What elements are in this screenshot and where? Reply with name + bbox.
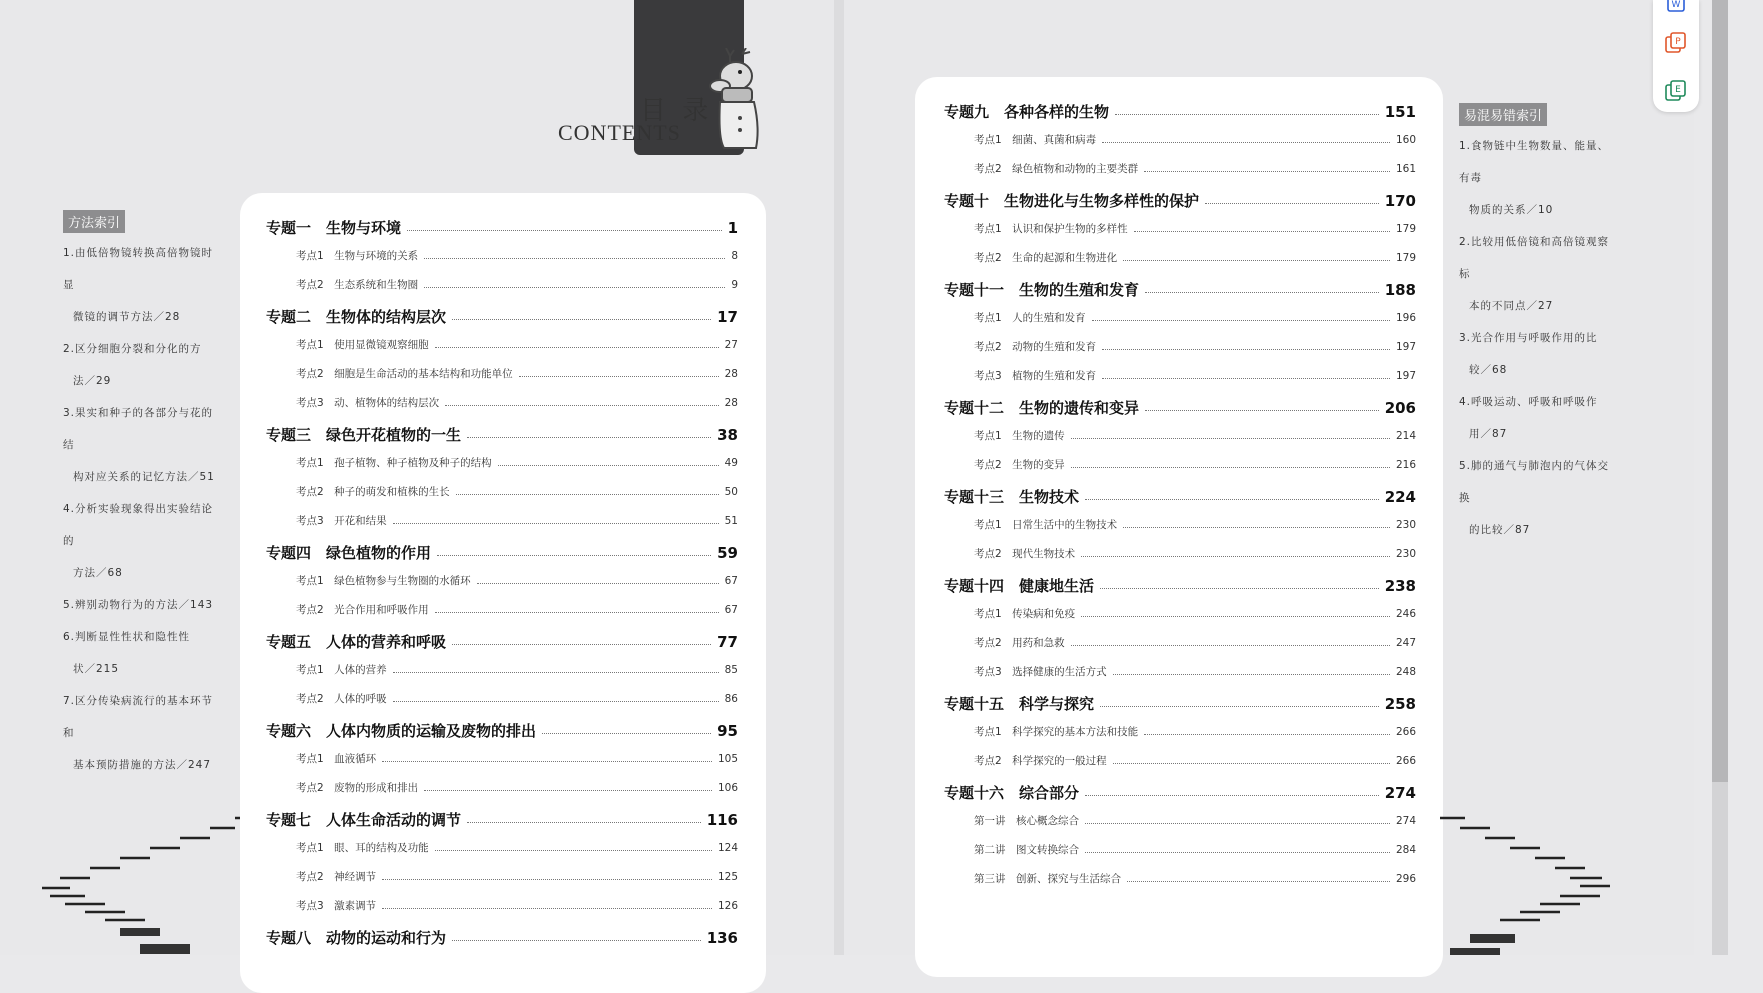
toc-dot-leader (382, 879, 712, 880)
toc-subtopic-row[interactable] (974, 457, 1416, 472)
toc-dot-leader (435, 347, 719, 348)
toc-page-number: 224 (1384, 487, 1416, 506)
toc-page-number: 296 (1395, 872, 1416, 885)
toc-topic-row[interactable] (944, 486, 1416, 507)
toc-dot-leader (1085, 852, 1390, 853)
index-item: 较／68 (1469, 364, 1508, 376)
index-item: 用／87 (1469, 428, 1508, 440)
index-item: 的比较／87 (1469, 524, 1531, 536)
toc-dot-leader (1085, 823, 1390, 824)
toc-page-number: 116 (706, 810, 738, 829)
toc-entry-title: 考点1 绿色植物参与生物圈的水循环 (296, 575, 471, 587)
toc-dot-leader (424, 790, 712, 791)
svg-text:E: E (1675, 85, 1681, 95)
toc-dot-leader (382, 908, 712, 909)
toc-page-number: 206 (1384, 398, 1416, 417)
toc-topic-row[interactable] (266, 631, 738, 652)
toc-entry-title: 考点3 植物的生殖和发育 (974, 370, 1097, 382)
toc-entry-title: 考点1 科学探究的基本方法和技能 (974, 726, 1139, 738)
toc-dot-leader (1115, 114, 1379, 115)
toc-entry-title: 考点1 血液循环 (296, 753, 377, 765)
toc-topic-row[interactable] (266, 424, 738, 445)
toc-entry-title: 考点3 选择健康的生活方式 (974, 666, 1107, 678)
index-item: 4.呼吸运动、呼吸和呼吸作 (1459, 396, 1598, 408)
toc-entry-title: 考点2 现代生物技术 (974, 548, 1076, 560)
toc-dot-leader (1144, 171, 1390, 172)
toc-dot-leader (1102, 142, 1390, 143)
toc-dot-leader (1092, 320, 1390, 321)
toc-subtopic-row[interactable] (974, 546, 1416, 561)
index-item: 2.区分细胞分裂和分化的方 (63, 343, 202, 355)
index-item: 2.比较用低倍镜和高倍镜观察标 (1459, 236, 1610, 280)
toc-page-number: 59 (717, 543, 738, 562)
svg-text:P: P (1675, 37, 1681, 47)
toc-entry-title: 专题十 生物进化与生物多样性的保护 (944, 192, 1200, 210)
toc-subtopic-row[interactable] (974, 753, 1416, 768)
toc-entry-title: 考点2 光合作用和呼吸作用 (296, 604, 429, 616)
toc-dot-leader (542, 733, 711, 734)
toc-entry-title: 考点1 眼、耳的结构及功能 (296, 842, 429, 854)
toc-dot-leader (519, 376, 719, 377)
toc-topic-row[interactable] (944, 693, 1416, 714)
toc-subtopic-row[interactable] (974, 339, 1416, 354)
toc-dot-leader (382, 761, 712, 762)
ppt-export-icon[interactable] (1665, 32, 1687, 54)
method-index-title: 方法索引 (63, 210, 125, 233)
toc-dot-leader (452, 940, 701, 941)
toc-entry-title: 考点1 孢子植物、种子植物及种子的结构 (296, 457, 492, 469)
toc-page-number: 230 (1395, 547, 1416, 560)
toc-page-number: 38 (717, 425, 738, 444)
toc-topic-row[interactable] (944, 101, 1416, 122)
toc-subtopic-row[interactable] (296, 898, 738, 913)
toc-subtopic-row[interactable] (296, 366, 738, 381)
toc-entry-title: 专题五 人体的营养和呼吸 (266, 633, 447, 651)
toc-dot-leader (1071, 438, 1390, 439)
toc-dot-leader (1145, 410, 1379, 411)
toc-entry-title: 专题九 各种各样的生物 (944, 103, 1110, 121)
confusion-index-title: 易混易错索引 (1459, 103, 1547, 126)
toc-page-number: 266 (1395, 754, 1416, 767)
toc-dot-leader (424, 287, 725, 288)
toc-page-number: 214 (1395, 429, 1416, 442)
toc-page-number: 126 (717, 899, 738, 912)
excel-export-icon[interactable] (1665, 80, 1687, 102)
toc-page-number: 161 (1395, 162, 1416, 175)
toc-dot-leader (1100, 588, 1379, 589)
index-item: 方法／68 (73, 567, 123, 579)
contents-title-cn: 目 录 (640, 96, 713, 126)
toc-entry-title: 第二讲 图文转换综合 (974, 844, 1079, 856)
toc-dot-leader (1100, 706, 1379, 707)
toc-entry-title: 考点2 生命的起源和生物进化 (974, 252, 1118, 264)
toc-dot-leader (1127, 881, 1390, 882)
toc-page-number: 125 (717, 870, 738, 883)
toc-page-number: 230 (1395, 518, 1416, 531)
toc-dot-leader (393, 523, 719, 524)
toc-subtopic-row[interactable] (974, 842, 1416, 857)
toc-entry-title: 考点2 生态系统和生物圈 (296, 279, 419, 291)
toc-page-number: 1 (727, 218, 738, 237)
toc-page-number: 247 (1395, 636, 1416, 649)
toc-subtopic-row[interactable] (974, 310, 1416, 325)
deer-mascot-icon (700, 48, 775, 158)
toc-page-number: 49 (724, 456, 738, 469)
export-toolbar (1653, 0, 1699, 112)
toc-page-number: 179 (1395, 251, 1416, 264)
toc-dot-leader (435, 850, 712, 851)
toc-dot-leader (1102, 378, 1390, 379)
toc-entry-title: 考点1 人体的营养 (296, 664, 387, 676)
toc-entry-title: 考点3 动、植物体的结构层次 (296, 397, 440, 409)
toc-page-number: 284 (1395, 843, 1416, 856)
index-item: 5.肺的通气与肺泡内的气体交换 (1459, 460, 1610, 504)
page-gutter (834, 0, 844, 955)
toc-entry-title: 考点1 生物与环境的关系 (296, 250, 419, 262)
toc-entry-title: 考点2 科学探究的一般过程 (974, 755, 1107, 767)
index-item: 本的不同点／27 (1469, 300, 1554, 312)
toc-topic-row[interactable] (944, 279, 1416, 300)
vertical-scrollbar-thumb[interactable] (1712, 0, 1728, 782)
toc-topic-row[interactable] (266, 542, 738, 563)
toc-dot-leader (456, 494, 719, 495)
toc-page-number: 105 (717, 752, 738, 765)
index-item: 3.光合作用与呼吸作用的比 (1459, 332, 1598, 344)
toc-page-number: 274 (1384, 783, 1416, 802)
toc-dot-leader (393, 672, 719, 673)
toc-entry-title: 专题十三 生物技术 (944, 488, 1080, 506)
toc-page-number: 188 (1384, 280, 1416, 299)
toc-entry-title: 考点2 生物的变异 (974, 459, 1065, 471)
toc-subtopic-row[interactable] (296, 395, 738, 410)
index-item: 状／215 (73, 663, 120, 675)
toc-dot-leader (1071, 467, 1390, 468)
toc-page-number: 50 (724, 485, 738, 498)
toc-topic-row[interactable] (266, 217, 738, 238)
toc-entry-title: 专题二 生物体的结构层次 (266, 308, 447, 326)
index-item: 微镜的调节方法／28 (73, 311, 181, 323)
method-index (63, 210, 233, 781)
toc-page-number: 170 (1384, 191, 1416, 210)
toc-page-number: 179 (1395, 222, 1416, 235)
toc-dot-leader (467, 822, 701, 823)
toc-page-number: 27 (724, 338, 738, 351)
toc-dot-leader (1144, 734, 1390, 735)
toc-topic-row[interactable] (266, 720, 738, 741)
toc-page-number: 51 (724, 514, 738, 527)
toc-subtopic-row[interactable] (974, 724, 1416, 739)
toc-page-number: 258 (1384, 694, 1416, 713)
toc-dot-leader (1081, 616, 1390, 617)
toc-entry-title: 第三讲 创新、探究与生活综合 (974, 873, 1121, 885)
index-item: 1.由低倍物镜转换高倍物镜时显 (63, 247, 214, 291)
toc-dot-leader (1071, 645, 1390, 646)
index-item: 5.辨别动物行为的方法／143 (63, 599, 214, 611)
toc-subtopic-row[interactable] (974, 664, 1416, 679)
toc-page-number: 8 (731, 249, 738, 262)
toc-entry-title: 考点3 激素调节 (296, 900, 377, 912)
toc-subtopic-row[interactable] (974, 250, 1416, 265)
toc-subtopic-row[interactable] (296, 602, 738, 617)
toc-page-number: 17 (717, 307, 738, 326)
word-export-icon[interactable] (1665, 0, 1687, 14)
toc-dot-leader (1102, 349, 1390, 350)
toc-subtopic-row[interactable] (974, 368, 1416, 383)
toc-entry-title: 专题四 绿色植物的作用 (266, 544, 432, 562)
toc-dot-leader (1085, 795, 1379, 796)
toc-subtopic-row[interactable] (296, 277, 738, 292)
toc-subtopic-row[interactable] (296, 691, 738, 706)
stairs-right-decoration (1440, 810, 1620, 955)
contents-title-en: CONTENTS (558, 120, 681, 145)
svg-text:W: W (1671, 0, 1681, 10)
toc-subtopic-row[interactable] (296, 751, 738, 766)
toc-dot-leader (1123, 527, 1390, 528)
toc-entry-title: 考点2 动物的生殖和发育 (974, 341, 1097, 353)
toc-entry-title: 专题十一 生物的生殖和发育 (944, 281, 1140, 299)
toc-entry-title: 考点1 生物的遗传 (974, 430, 1065, 442)
toc-topic-row[interactable] (266, 809, 738, 830)
toc-entry-title: 考点2 废物的形成和排出 (296, 782, 419, 794)
toc-entry-title: 考点2 神经调节 (296, 871, 377, 883)
toc-subtopic-row[interactable] (974, 635, 1416, 650)
toc-subtopic-row[interactable] (296, 662, 738, 677)
toc-subtopic-row[interactable] (974, 161, 1416, 176)
toc-entry-title: 专题十四 健康地生活 (944, 577, 1095, 595)
confusion-index (1459, 103, 1629, 546)
toc-dot-leader (407, 230, 722, 231)
toc-subtopic-row[interactable] (296, 869, 738, 884)
toc-page-number: 77 (717, 632, 738, 651)
toc-subtopic-row[interactable] (974, 221, 1416, 236)
toc-page-number: 246 (1395, 607, 1416, 620)
toc-entry-title: 专题一 生物与环境 (266, 219, 402, 237)
toc-dot-leader (1113, 763, 1390, 764)
toc-entry-title: 考点2 绿色植物和动物的主要类群 (974, 163, 1139, 175)
toc-page-number: 197 (1395, 369, 1416, 382)
toc-topic-row[interactable] (944, 575, 1416, 596)
toc-subtopic-row[interactable] (974, 132, 1416, 147)
toc-page-number: 238 (1384, 576, 1416, 595)
toc-subtopic-row[interactable] (296, 455, 738, 470)
toc-subtopic-row[interactable] (974, 517, 1416, 532)
toc-entry-title: 第一讲 核心概念综合 (974, 815, 1079, 827)
toc-entry-title: 考点2 细胞是生命活动的基本结构和功能单位 (296, 368, 513, 380)
toc-subtopic-row[interactable] (974, 606, 1416, 621)
toc-page-number: 151 (1384, 102, 1416, 121)
toc-dot-leader (1145, 292, 1379, 293)
toc-page-number: 266 (1395, 725, 1416, 738)
toc-dot-leader (393, 701, 719, 702)
toc-topic-row[interactable] (266, 306, 738, 327)
toc-topic-row[interactable] (944, 190, 1416, 211)
toc-dot-leader (1134, 231, 1390, 232)
toc-topic-row[interactable] (266, 927, 738, 948)
toc-dot-leader (1081, 556, 1390, 557)
toc-page-number: 216 (1395, 458, 1416, 471)
toc-page-number: 106 (717, 781, 738, 794)
method-index-list (63, 237, 233, 781)
stairs-left-decoration (40, 810, 240, 955)
confusion-index-list (1459, 130, 1629, 546)
index-item: 4.分析实验现象得出实验结论的 (63, 503, 214, 547)
toc-subtopic-row[interactable] (296, 840, 738, 855)
index-item: 1.食物链中生物数量、能量、有毒 (1459, 140, 1610, 184)
index-item: 6.判断显性性状和隐性性 (63, 631, 191, 643)
toc-dot-leader (477, 583, 719, 584)
toc-dot-leader (424, 258, 725, 259)
toc-subtopic-row[interactable] (974, 428, 1416, 443)
toc-entry-title: 专题六 人体内物质的运输及废物的排出 (266, 722, 537, 740)
toc-dot-leader (498, 465, 719, 466)
toc-page-number: 67 (724, 574, 738, 587)
toc-topic-row[interactable] (944, 782, 1416, 803)
toc-page-number: 95 (717, 721, 738, 740)
toc-dot-leader (1085, 499, 1379, 500)
window-edge (1740, 0, 1763, 955)
toc-page-number: 136 (706, 928, 738, 947)
toc-entry-title: 考点2 种子的萌发和植株的生长 (296, 486, 450, 498)
toc-subtopic-row[interactable] (974, 871, 1416, 886)
toc-page-number: 86 (724, 692, 738, 705)
toc-entry-title: 专题七 人体生命活动的调节 (266, 811, 462, 829)
toc-entry-title: 考点2 人体的呼吸 (296, 693, 387, 705)
toc-entry-title: 考点3 开花和结果 (296, 515, 387, 527)
toc-dot-leader (1123, 260, 1390, 261)
toc-entry-title: 考点1 日常生活中的生物技术 (974, 519, 1118, 531)
toc-dot-leader (445, 405, 718, 406)
toc-subtopic-row[interactable] (974, 813, 1416, 828)
index-item: 3.果实和种子的各部分与花的结 (63, 407, 214, 451)
toc-entry-title: 专题十二 生物的遗传和变异 (944, 399, 1140, 417)
toc-page-number: 160 (1395, 133, 1416, 146)
toc-subtopic-row[interactable] (296, 248, 738, 263)
toc-page-number: 248 (1395, 665, 1416, 678)
toc-dot-leader (452, 319, 711, 320)
toc-entry-title: 考点2 用药和急救 (974, 637, 1065, 649)
toc-entry-title: 考点1 使用显微镜观察细胞 (296, 339, 429, 351)
toc-dot-leader (467, 437, 711, 438)
toc-topic-row[interactable] (944, 397, 1416, 418)
toc-subtopic-row[interactable] (296, 513, 738, 528)
index-item: 构对应关系的记忆方法／51 (73, 471, 215, 483)
toc-subtopic-row[interactable] (296, 484, 738, 499)
toc-subtopic-row[interactable] (296, 573, 738, 588)
toc-subtopic-row[interactable] (296, 337, 738, 352)
toc-dot-leader (1205, 203, 1379, 204)
index-item: 7.区分传染病流行的基本环节和 (63, 695, 214, 739)
toc-entry-title: 考点1 传染病和免疫 (974, 608, 1076, 620)
toc-entry-title: 专题八 动物的运动和行为 (266, 929, 447, 947)
toc-dot-leader (435, 612, 719, 613)
toc-entry-title: 考点1 认识和保护生物的多样性 (974, 223, 1128, 235)
index-item: 基本预防措施的方法／247 (73, 759, 212, 771)
toc-entry-title: 专题十五 科学与探究 (944, 695, 1095, 713)
toc-page-number: 28 (724, 396, 738, 409)
toc-entry-title: 专题三 绿色开花植物的一生 (266, 426, 462, 444)
toc-subtopic-row[interactable] (296, 780, 738, 795)
toc-entry-title: 专题十六 综合部分 (944, 784, 1080, 802)
toc-page-number: 196 (1395, 311, 1416, 324)
toc-page-number: 67 (724, 603, 738, 616)
index-item: 法／29 (73, 375, 112, 387)
toc-page-number: 28 (724, 367, 738, 380)
index-item: 物质的关系／10 (1469, 204, 1554, 216)
toc-dot-leader (437, 555, 711, 556)
toc-entry-title: 考点1 细菌、真菌和病毒 (974, 134, 1097, 146)
toc-dot-leader (1113, 674, 1390, 675)
toc-page-number: 197 (1395, 340, 1416, 353)
toc-page-number: 124 (717, 841, 738, 854)
toc-page-number: 274 (1395, 814, 1416, 827)
toc-dot-leader (452, 644, 711, 645)
toc-page-number: 85 (724, 663, 738, 676)
toc-page-number: 9 (731, 278, 738, 291)
toc-entry-title: 考点1 人的生殖和发育 (974, 312, 1086, 324)
